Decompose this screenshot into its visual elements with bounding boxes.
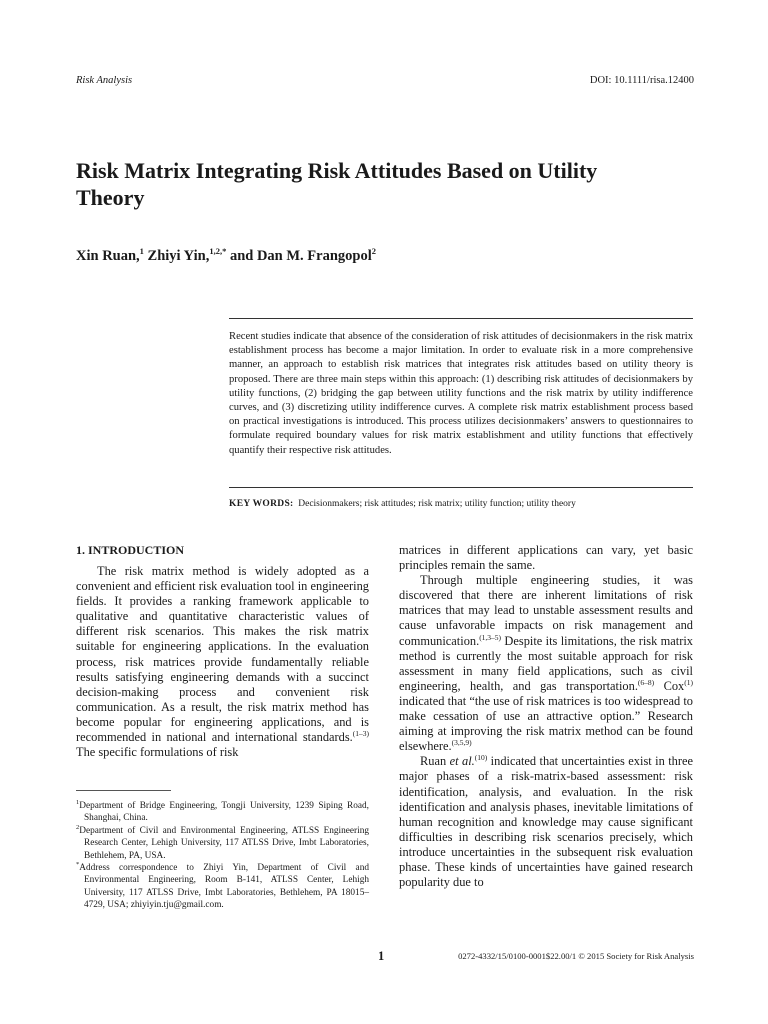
right-column — [399, 543, 693, 890]
citation-ref[interactable]: (6–8) — [637, 677, 655, 687]
footnote-mark: 1 — [76, 798, 80, 806]
body-paragraph — [399, 573, 693, 754]
footnote-text: Department of Bridge Engineering, Tongji University, 1239 Siping Road, Shanghai, China. — [79, 801, 369, 824]
keywords — [229, 499, 693, 509]
paragraph-text: The risk matrix method is widely adopted as a convenient and efficient risk evaluation tool in engineering fields. It provides a ranking framework applicable to qualitative and quantitative characteristic values of different risk scenarios. This makes the risk matrix suitable for engineering applications. In the evaluation process, risk matrices provide fundamentally reliable results satisfying engineering demands with a succinct decision-making process and convenient risk communication. As a result, the risk matrix method has become popular for engineering applications, and is recommended in national and international standards. — [76, 564, 369, 745]
keywords-label: KEY WORDS: — [229, 499, 294, 509]
author-list — [76, 248, 376, 265]
abstract: Recent studies indicate that absence of the consideration of risk attitudes of decisionmakers in the risk matrix establishment process has become a major limitation. In order to evaluate risk in a more comprehensive manner, an approach to establish risk matrices that integrates risk attitudes based on utility theory is proposed. There are three main steps within this approach: (1) describing risk attitudes of decisionmakers by utility functions, (2) bridging the gap between utility functions and the risk matrix by utility indifference curves, and (3) discretizing utility indifference curves. A complete risk matrix establishment process based on practical investigations is introduced. This process utilizes decisionmakers’ answers to questionnaires to formulate required boundary values for risk matrix establishment and utility functions that effectively quantify their respective risk attitudes. — [229, 331, 693, 456]
left-column — [76, 564, 369, 760]
citation-ref[interactable]: (1–3) — [352, 728, 369, 738]
keywords-list: Decisionmakers; risk attitudes; risk matrix; utility function; utility theory — [298, 499, 576, 509]
paragraph-text: indicated that “the use of risk matrices is too widespread to make cessation of use an attractive option.” Research aiming at improving the risk matrix method can be found elsewhere. — [399, 693, 693, 754]
footnote-rule — [76, 790, 171, 791]
copyright-line: 0272-4332/15/0100-0001$22.00/1 © 2015 Society for Risk Analysis — [458, 951, 694, 961]
footnotes — [76, 800, 369, 912]
page-number: 1 — [378, 949, 385, 963]
author-affiliation-mark: 2 — [371, 246, 377, 257]
author-name: and Dan M. Frangopol — [229, 248, 372, 264]
paragraph-text: Through multiple engineering studies, it was discovered that there are inherent limitations of risk matrices that may lead to unstable assessment results and cause unfavorable impacts on risk management and communication. — [399, 573, 693, 648]
section-heading: 1. INTRODUCTION — [76, 543, 185, 557]
author-name: Xin Ruan, — [76, 248, 140, 264]
author-affiliation-mark: 1,2,* — [209, 246, 227, 257]
paragraph-text: indicated that uncertainties exist in three major phases of a risk-matrix-based assessment: risk identification, analysis, and evaluation. In the risk identification and analysis phases, inevitable limitations of human recognition and knowledge may cause significant difficulties in describing risk scenarios precisely, which introduce uncertainties in the subsequent risk evaluation phase. These kinds of uncertainties have gained research popularity due to — [399, 754, 693, 890]
footnote — [76, 862, 369, 912]
paragraph-text: Ruan — [420, 754, 450, 769]
abstract-bottom-rule — [229, 487, 693, 488]
citation-ref[interactable]: (1) — [684, 677, 693, 687]
body-paragraph — [76, 564, 369, 760]
citation-ref[interactable]: (3,5,9) — [451, 738, 472, 748]
footnote — [76, 800, 369, 825]
doi[interactable]: DOI: 10.1111/risa.12400 — [589, 75, 694, 86]
author-name: Zhiyi Yin, — [147, 248, 210, 264]
author-affiliation-mark: 1 — [139, 246, 144, 257]
paragraph-text: Cox — [654, 678, 685, 693]
article-title: Risk Matrix Integrating Risk Attitudes Based on Utility Theory — [76, 158, 598, 210]
citation-ref[interactable]: (10) — [474, 753, 488, 763]
paragraph-text: Despite its limitations, the risk matrix method is currently the most suitable approach for risk assessment in many field applications, such as civil engineering, health, and gas transportation. — [399, 633, 693, 693]
footnote — [76, 825, 369, 862]
body-paragraph: matrices in different applications can vary, yet basic principles remain the same. — [399, 543, 693, 573]
body-paragraph — [399, 754, 693, 890]
paragraph-text: The specific formulations of risk — [76, 745, 239, 760]
footnote-mark: 2 — [76, 823, 80, 831]
footnote-text: Address correspondence to Zhiyi Yin, Department of Civil and Environmental Engineering, Room B-141, ATLSS Center, Lehigh University, 117 ATLSS Drive, Imbt Laboratories, Bethlehem, PA 18015–4729, USA; zhiyiyin.tju@gmail.com. — [79, 863, 369, 911]
et-al-text: et al. — [449, 754, 475, 769]
citation-ref[interactable]: (1,3–5) — [479, 632, 502, 642]
abstract-top-rule — [229, 318, 693, 319]
footnote-mark: * — [76, 860, 80, 868]
journal-name: Risk Analysis — [76, 75, 133, 86]
footnote-text: Department of Civil and Environmental Engineering, ATLSS Engineering Research Center, Lehigh University, 117 ATLSS Drive, Imbt Laboratories, Bethlehem, PA, USA. — [79, 825, 369, 861]
